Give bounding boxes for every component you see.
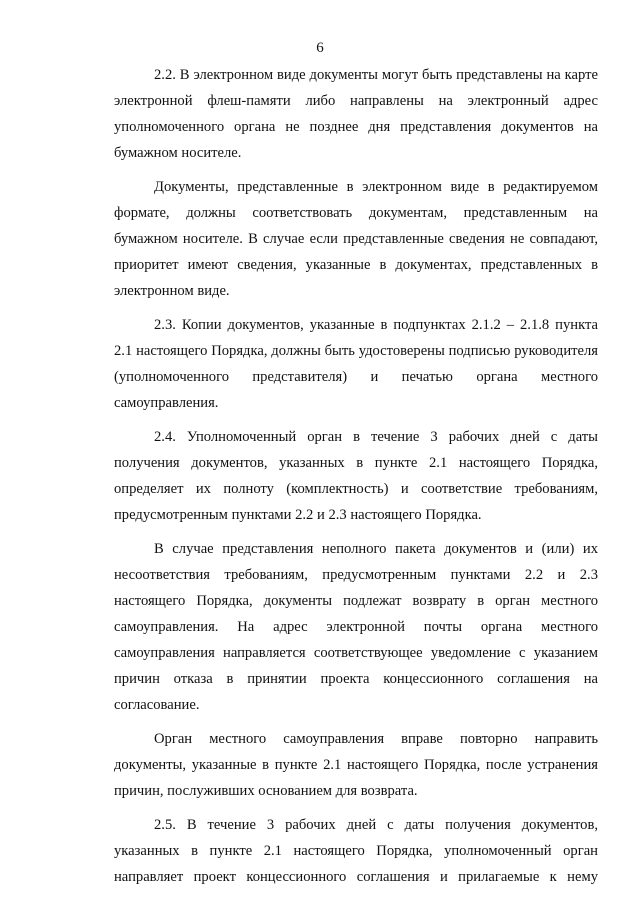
- paragraph-2-3: 2.3. Копии документов, указанные в подпунктах 2.1.2 – 2.1.8 пункта 2.1 настоящего Порядка, должны быть удостоверены подписью руководителя (уполномоченного представителя) и печатью органа местного самоуправления.: [114, 317, 598, 411]
- paragraph-2-5: 2.5. В течение 3 рабочих дней с даты получения документов, указанных в пункте 2.1 настоящего Порядка, уполномоченный орган направляет проект концессионного соглашения и прилагаемые к нему: [114, 817, 598, 885]
- document-body: [114, 62, 598, 890]
- page-number: 6: [316, 40, 324, 56]
- paragraph-2-2: 2.2. В электронном виде документы могут быть представлены на карте электронной флеш-памяти либо направлены на электронный адрес уполномоченного органа не позднее дня представления документов на бумажном носителе.: [114, 67, 598, 161]
- paragraph-incomplete-package: В случае представления неполного пакета документов и (или) их несоответствия требованиям, предусмотренным пунктами 2.2 и 2.3 настоящего Порядка, документы подлежат возврату в орган местного самоуправления. На адрес электронной почты органа местного самоуправления направляется соответствующее уведомление с указанием причин отказа в принятии проекта концессионного соглашения на согласование.: [114, 541, 598, 713]
- paragraph-electronic-format: Документы, представленные в электронном виде в редактируемом формате, должны соответствовать документам, представленным на бумажном носителе. В случае если представленные сведения не совпадают, приоритет имеют сведения, указанные в документах, представленных в электронном виде.: [114, 179, 598, 299]
- paragraph-2-4: 2.4. Уполномоченный орган в течение 3 рабочих дней с даты получения документов, указанных в пункте 2.1 настоящего Порядка, определяет их полноту (комплектность) и соответствие требованиям, предусмотренным пунктами 2.2 и 2.3 настоящего Порядка.: [114, 429, 598, 523]
- paragraph-resubmission: Орган местного самоуправления вправе повторно направить документы, указанные в пункте 2.1 настоящего Порядка, после устранения причин, послуживших основанием для возврата.: [114, 731, 598, 799]
